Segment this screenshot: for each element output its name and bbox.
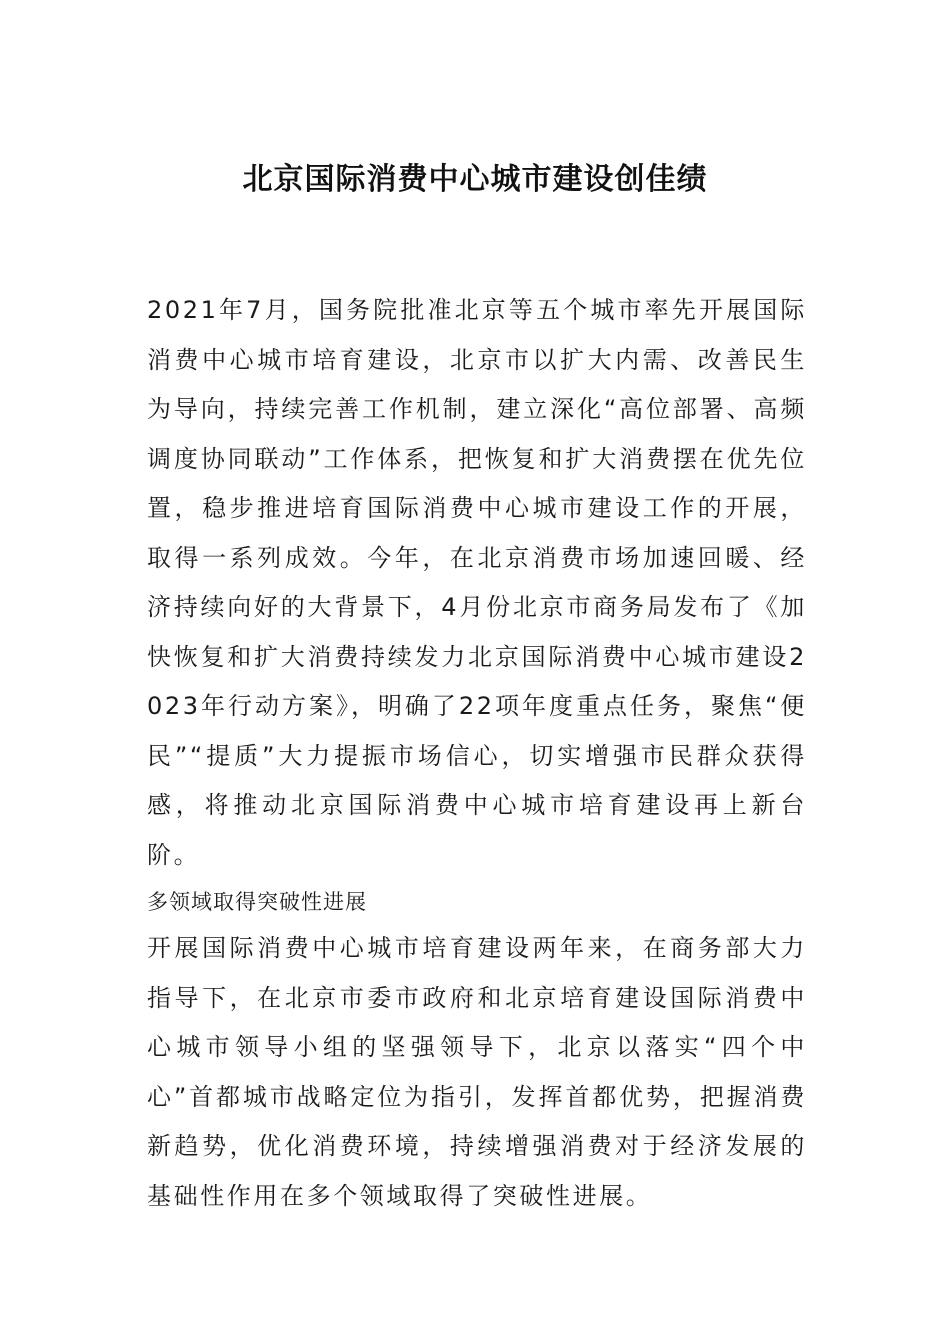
section-heading: 多领域取得突破性进展 xyxy=(147,890,367,914)
paragraph-intro: 2021年7月，国务院批准北京等五个城市率先开展国际消费中心城市培育建设，北京市以扩大内需、改善民生为导向，持续完善工作机制，建立深化“高位部署、高频调度协同联动”工作体系，把恢复和扩大消费摆在优先位置，稳步推进培育国际消费中心城市建设工作的开展，取得一系列成效。今年，在北京消费市场加速回暖、经济持续向好的大背景下，4月份北京市商务局发布了《加快恢复和扩大消费持续发力北京国际消费中心城市建设2023年行动方案》，明确了22项年度重点任务，聚焦“便民”“提质”大力提振市场信心，切实增强市民群众获得感，将推动北京国际消费中心城市培育建设再上新台阶。 xyxy=(147,296,807,869)
document-body xyxy=(147,286,807,1221)
paragraph-progress: 开展国际消费中心城市培育建设两年来，在商务部大力指导下，在北京市委市政府和北京培育建设国际消费中心城市领导小组的坚强领导下，北京以落实“四个中心”首都城市战略定位为指引，发挥首都优势，把握消费新趋势，优化消费环境，持续增强消费对于经济发展的基础性作用在多个领域取得了突破性进展。 xyxy=(147,934,807,1210)
document-title: 北京国际消费中心城市建设创佳绩 xyxy=(242,162,708,197)
